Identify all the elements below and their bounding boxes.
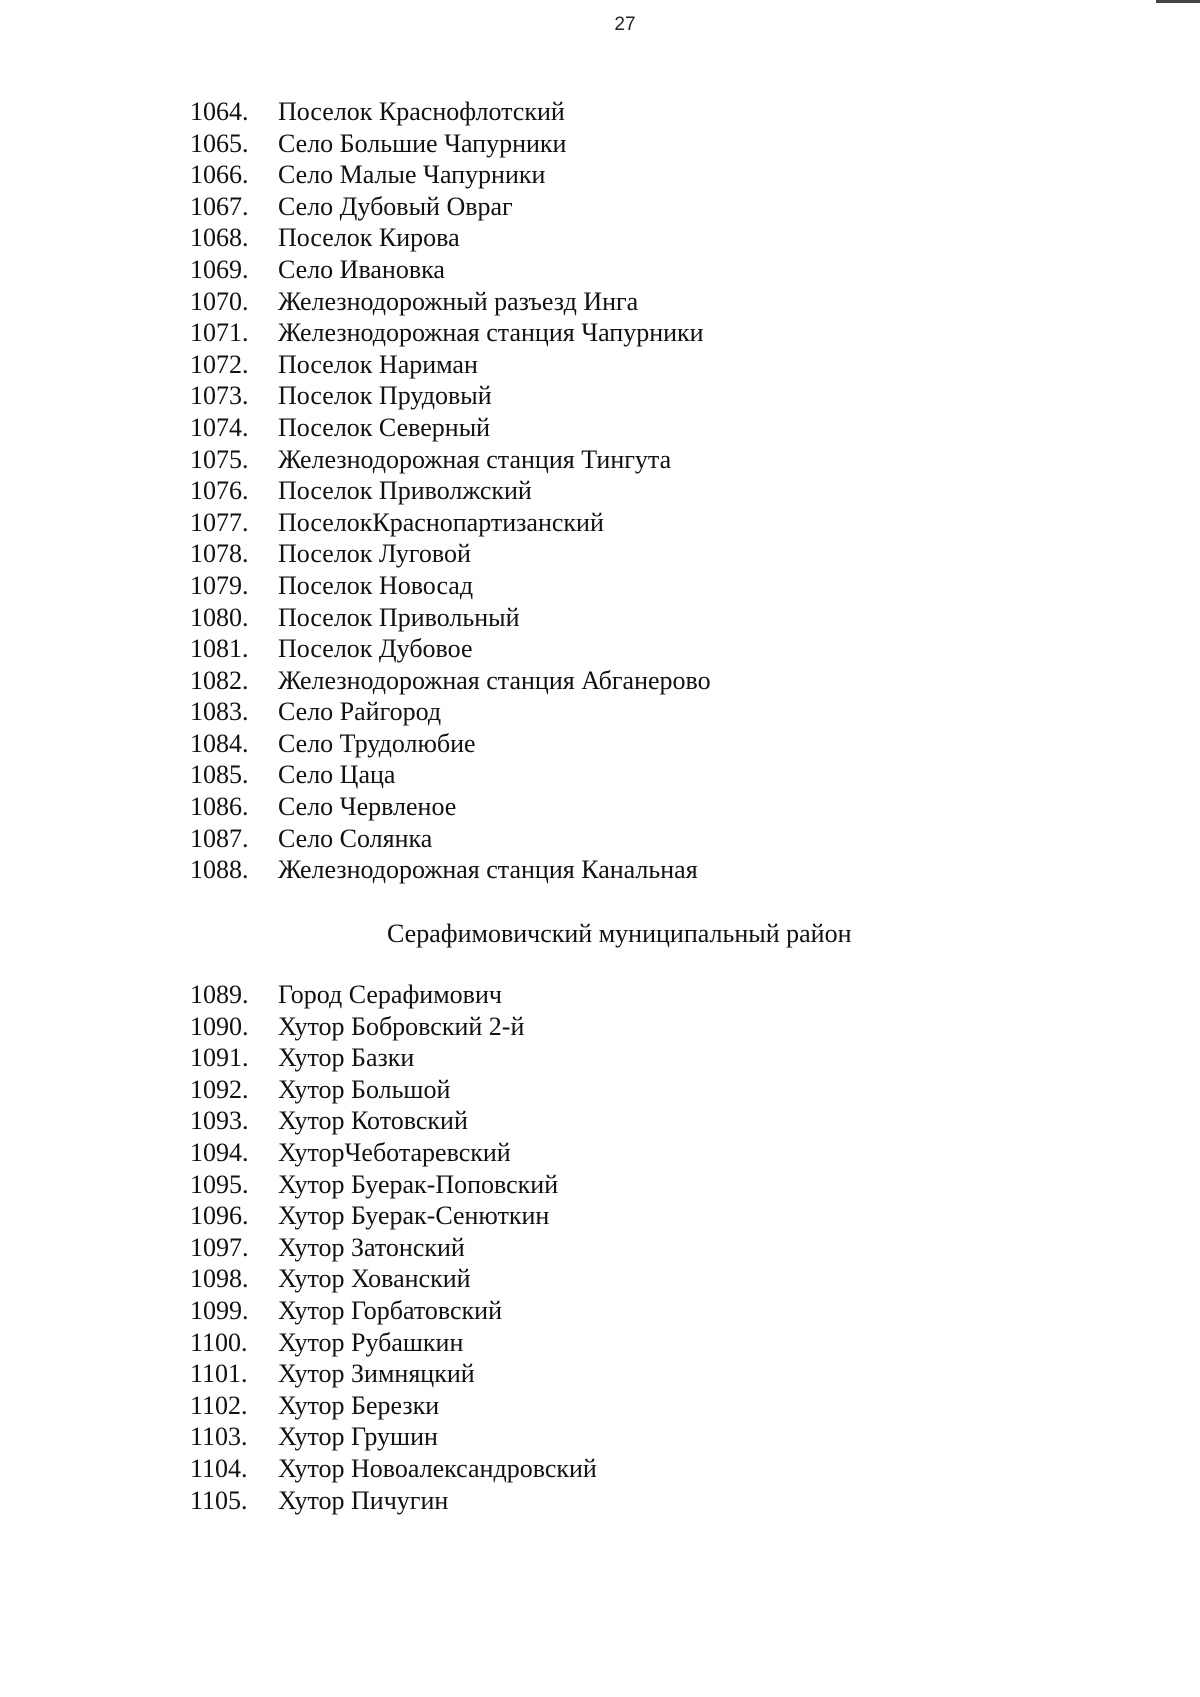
settlement-name: Хутор Новоалександровский: [278, 1453, 597, 1483]
list-item: [190, 979, 597, 1011]
list-item: [190, 538, 711, 570]
item-number: 1068.: [190, 223, 249, 253]
list-item: [190, 286, 711, 318]
settlement-name: Поселок Северный: [278, 412, 491, 442]
settlement-name: Поселок Привольный: [278, 602, 520, 632]
list-item: [190, 1200, 597, 1232]
list-item: [190, 159, 711, 191]
settlement-name: Поселок Новосад: [278, 570, 474, 600]
list-item: [190, 475, 711, 507]
settlement-name: Хутор Пичугин: [278, 1485, 449, 1515]
settlement-name: Хутор Буерак-Сенюткин: [278, 1201, 550, 1231]
item-number: 1097.: [190, 1232, 249, 1262]
list-item: [190, 380, 711, 412]
settlement-name: Поселок Нариман: [278, 349, 478, 379]
list-item: [190, 633, 711, 665]
settlement-name: Хутор Березки: [278, 1390, 440, 1420]
list-item: [190, 823, 711, 855]
list-item: [190, 665, 711, 697]
list-item: [190, 1232, 597, 1264]
settlement-name: Хутор Бобровский 2-й: [278, 1011, 525, 1041]
settlement-name: Село Солянка: [278, 823, 433, 853]
item-number: 1064.: [190, 97, 249, 126]
item-number: 1095.: [190, 1169, 249, 1199]
item-number: 1086.: [190, 792, 249, 822]
item-number: 1105.: [190, 1485, 248, 1515]
page-number: 27: [614, 14, 636, 35]
list-item: [190, 128, 711, 160]
item-number: 1103.: [190, 1422, 248, 1452]
item-number: 1071.: [190, 318, 249, 348]
item-number: 1076.: [190, 476, 249, 506]
settlement-name: Поселок Краснофлотский: [278, 97, 565, 126]
item-number: 1096.: [190, 1201, 249, 1231]
list-item: [190, 570, 711, 602]
settlement-name: Село Червленое: [278, 792, 457, 822]
item-number: 1066.: [190, 160, 249, 190]
item-number: 1102.: [190, 1390, 248, 1420]
item-number: 1082.: [190, 665, 249, 695]
settlement-name: Село Трудолюбие: [278, 728, 476, 758]
settlement-name: Хутор Буерак-Поповский: [278, 1169, 559, 1199]
settlement-name: ПоселокКраснопартизанский: [278, 507, 604, 537]
section-heading: Серафимовичский муниципальный район: [387, 919, 852, 948]
item-number: 1098.: [190, 1264, 249, 1294]
list-item: [190, 317, 711, 349]
item-number: 1084.: [190, 728, 249, 758]
settlement-name: Город Серафимович: [278, 980, 502, 1009]
list-item: [190, 1295, 597, 1327]
list-item: [190, 222, 711, 254]
settlement-name: Хутор Котовский: [278, 1106, 468, 1136]
settlement-name: Поселок Дубовое: [278, 634, 473, 664]
settlement-name: Поселок Кирова: [278, 223, 460, 253]
item-number: 1078.: [190, 539, 249, 569]
settlement-name: Хутор Базки: [278, 1043, 415, 1073]
item-number: 1088.: [190, 855, 249, 885]
list-item: [190, 602, 711, 634]
settlement-name: Железнодорожная станция Тингута: [278, 444, 672, 474]
list-item: [190, 1042, 597, 1074]
item-number: 1067.: [190, 191, 249, 221]
item-number: 1073.: [190, 381, 249, 411]
list-item: [190, 1485, 597, 1517]
list-item: [190, 254, 711, 286]
list-item: [190, 1169, 597, 1201]
item-number: 1087.: [190, 823, 249, 853]
list-item: [190, 854, 711, 886]
list-item: [190, 1421, 597, 1453]
item-number: 1069.: [190, 254, 249, 284]
list-item: [190, 696, 711, 728]
list-item: [190, 1105, 597, 1137]
list-item: [190, 349, 711, 381]
settlement-name: Хутор Зимняцкий: [278, 1359, 475, 1389]
item-number: 1094.: [190, 1137, 249, 1167]
settlement-name: Село Ивановка: [278, 254, 445, 284]
settlement-name: Железнодорожный разъезд Инга: [278, 286, 639, 316]
list-item: [190, 1327, 597, 1359]
settlement-name: Хутор Рубашкин: [278, 1327, 464, 1357]
item-number: 1065.: [190, 128, 249, 158]
list-item: [190, 1137, 597, 1169]
settlement-name: Хутор Затонский: [278, 1232, 465, 1262]
item-number: 1101.: [190, 1359, 248, 1389]
item-number: 1077.: [190, 507, 249, 537]
settlement-name: Поселок Прудовый: [278, 381, 492, 411]
settlement-name: ХуторЧеботаревский: [278, 1137, 511, 1167]
item-number: 1081.: [190, 634, 249, 664]
item-number: 1104.: [190, 1453, 248, 1483]
settlement-name: Село Дубовый Овраг: [278, 191, 513, 221]
list-item: [190, 1358, 597, 1390]
item-number: 1075.: [190, 444, 249, 474]
settlement-name: Железнодорожная станция Чапурники: [278, 318, 704, 348]
settlement-name: Село Райгород: [278, 697, 442, 727]
settlement-name: Хутор Хованский: [278, 1264, 471, 1294]
settlement-name: Хутор Большой: [278, 1074, 451, 1104]
settlement-list-part-2: [190, 979, 597, 1516]
list-item: [190, 759, 711, 791]
settlement-name: Село Большие Чапурники: [278, 128, 567, 158]
settlement-name: Железнодорожная станция Абганерово: [278, 665, 711, 695]
list-item: [190, 96, 711, 128]
item-number: 1092.: [190, 1074, 249, 1104]
list-item: [190, 1390, 597, 1422]
list-item: [190, 791, 711, 823]
settlement-list-part-1: [190, 96, 711, 886]
list-item: [190, 444, 711, 476]
list-item: [190, 412, 711, 444]
item-number: 1089.: [190, 980, 249, 1009]
item-number: 1074.: [190, 412, 249, 442]
list-item: [190, 1263, 597, 1295]
settlement-name: Поселок Луговой: [278, 539, 471, 569]
item-number: 1099.: [190, 1295, 249, 1325]
settlement-name: Поселок Приволжский: [278, 476, 532, 506]
item-number: 1070.: [190, 286, 249, 316]
item-number: 1080.: [190, 602, 249, 632]
list-item: [190, 1074, 597, 1106]
item-number: 1093.: [190, 1106, 249, 1136]
settlement-name: Село Малые Чапурники: [278, 160, 546, 190]
list-item: [190, 507, 711, 539]
item-number: 1100.: [190, 1327, 248, 1357]
settlement-name: Хутор Грушин: [278, 1422, 438, 1452]
item-number: 1079.: [190, 570, 249, 600]
item-number: 1090.: [190, 1011, 249, 1041]
scan-edge-mark: [1156, 0, 1200, 3]
item-number: 1083.: [190, 697, 249, 727]
settlement-name: Хутор Горбатовский: [278, 1295, 502, 1325]
item-number: 1072.: [190, 349, 249, 379]
list-item: [190, 1011, 597, 1043]
item-number: 1085.: [190, 760, 249, 790]
list-item: [190, 191, 711, 223]
item-number: 1091.: [190, 1043, 249, 1073]
list-item: [190, 1453, 597, 1485]
list-item: [190, 728, 711, 760]
settlement-name: Железнодорожная станция Канальная: [278, 855, 698, 885]
settlement-name: Село Цаца: [278, 760, 396, 790]
